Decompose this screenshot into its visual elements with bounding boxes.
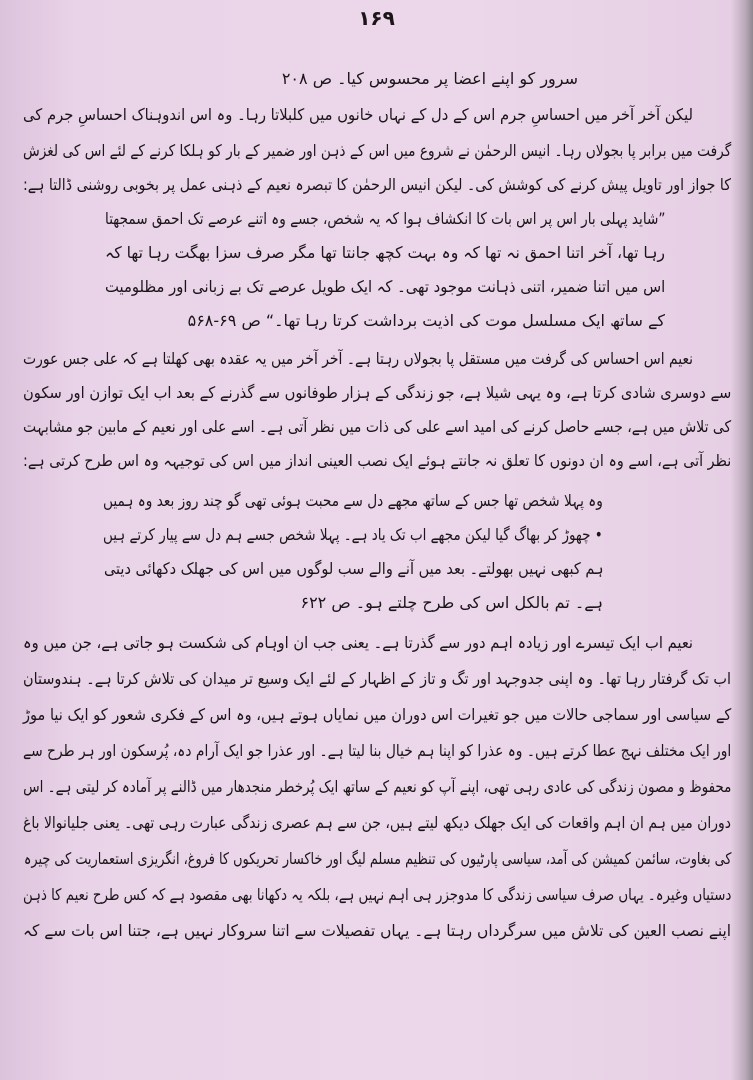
text-line-content: دستیاں وغیرہ۔ یہاں صرف سیاسی زندگی کا مدوجزر ہی اہم نہیں ہے، بلکہ یہ دکھانا بھی مقصود ہے کہ کس طرح نعیم کا ذہن [22, 885, 731, 904]
text-line-content: کی تلاش میں ہے، جسے حاصل کرنے کی امید اسے علی کی ذات میں نظر آتی ہے۔ اسے علی اور نعیم کے مابین جو مشابہت [22, 417, 731, 436]
text-line-content: لیکن آخر آخر میں احساسِ جرم اس کے دل کے نہاں خانوں میں کلبلاتا رہا۔ وہ اس اندوہناک احساسِ جرم کی [22, 105, 693, 124]
text-line [23, 630, 693, 658]
text-line-content: سرور کو اپنے اعضا پر محسوس کیا۔ ص ۲۰۸ [281, 69, 578, 88]
text-line-content: نعیم اس احساس کی گرفت میں مستقل پا بجولاں رہتا ہے۔ آخر آخر میں یہ عقدہ بھی کھلتا ہے کہ علی جس عورت [22, 349, 693, 368]
text-line-content: رہا تھا، آخر اتنا احمق نہ تھا کہ وہ بہت کچھ جانتا تھا مگر صرف سزا بھگت رہا تھا کہ [105, 243, 665, 262]
text-line [105, 206, 665, 234]
text-line [23, 702, 731, 730]
text-line-content: گرفت میں برابر پا بجولاں رہا۔ انیس الرحمٰن نے شروع میں اس کے ذہن اور ضمیر کے بار کو ہلکا کرنے کے لئے اس کی لغزش [22, 141, 731, 160]
text-line-content: نعیم اب ایک تیسرے اور زیادہ اہم دور سے گذرتا ہے۔ یعنی جب ان اوہام کی شکست ہو جاتی ہے، جن میں وہ [23, 633, 693, 652]
text-line [23, 380, 731, 408]
text-line [105, 308, 665, 336]
text-line [23, 346, 693, 374]
text-line [23, 810, 731, 838]
text-line [105, 240, 665, 268]
text-line [105, 274, 665, 302]
text-line [23, 666, 731, 694]
text-line [158, 66, 578, 94]
text-line [103, 556, 603, 584]
text-line-content: اس میں اتنا ضمیر، اتنی ذہانت موجود تھی۔ کہ ایک طویل عرصے تک بے زبانی اور مظلومیت [104, 277, 665, 296]
text-line-content: نظر آتی ہے، اسے وہ ان دونوں کا تعلق نہ جانتے ہوئے ایک نصب العینی انداز میں اس کی توجیہہ وہ اس طرح کرتی ہے: [22, 451, 731, 470]
text-line [23, 774, 731, 802]
text-line [23, 882, 731, 910]
text-line [23, 414, 731, 442]
text-line [103, 522, 603, 550]
text-line [23, 918, 731, 946]
text-line [103, 590, 603, 618]
text-line-content: وہ پہلا شخص تھا جس کے ساتھ مجھے دل سے محبت ہوئی تھی گو چند روز بعد وہ ہمیں [103, 491, 603, 510]
text-line [23, 172, 731, 200]
text-line-content: دوران میں ہم ان اہم واقعات کی ایک جھلک دیکھ لیتے ہیں، جن سے ہم عصری زندگی عبارت رہی تھی۔ یعنی جلیانوالا باغ [22, 813, 731, 832]
text-line [103, 488, 603, 516]
text-line-content: کے سیاسی اور سماجی حالات میں جو تغیرات اس دوران میں نمایاں ہوتے ہیں، وہ اس کے فکری شعور کو ایک نیا موڑ [22, 705, 731, 724]
text-line-content: کی بغاوت، سائمن کمیشن کی آمد، سیاسی پارٹیوں کی تنظیم مسلم لیگ اور خاکسار تحریکوں کا فروغ، انگریزی استعماریت کی چیرہ [23, 849, 731, 868]
text-line-content: اور ایک مختلف نہج عطا کرتے ہیں۔ وہ عذرا کو اپنا ہم خیال بنا لیتا ہے۔ اور عذرا جو ایک آرام دہ، پُرسکون اور ہر طرح سے [22, 741, 731, 760]
text-line-content: کا جواز اور تاویل پیش کرنے کی کوشش کی۔ لیکن انیس الرحمٰن کا تبصرہ نعیم کے ذہنی عمل پر بخوبی روشنی ڈالتا ہے: [23, 175, 731, 194]
text-line-content: کے ساتھ ایک مسلسل موت کی اذیت برداشت کرتا رہا تھا۔“ ص ۶۹-۵۶۸ [187, 311, 665, 330]
text-line [23, 138, 731, 166]
text-line-content: ہم کبھی نہیں بھولتے۔ بعد میں آنے والے سب لوگوں میں اس کی جھلک دکھائی دیتی [103, 559, 603, 578]
text-line [23, 102, 693, 130]
text-line [23, 448, 731, 476]
text-line-content: ہے۔ تم بالکل اس کی طرح چلتے ہو۔ ص ۶۲۲ [300, 593, 603, 612]
text-line-content: محفوظ و مصون زندگی کی عادی رہی تھی، اپنے آپ کو نعیم کے ساتھ ایک پُرخطر منجدھار میں ڈالنے پر آمادہ کر لیتی ہے۔ اس [22, 777, 731, 796]
text-line [23, 846, 731, 874]
text-line-content: • چھوڑ کر بھاگ گیا لیکن مجھے اب تک یاد ہے۔ پہلا شخص جسے ہم دل سے پیار کرتے ہیں [103, 525, 603, 544]
text-line [23, 738, 731, 766]
text-line-content: ”شاید پہلی بار اس پر اس بات کا انکشاف ہوا کہ یہ شخص، جسے وہ اتنے عرصے تک احمق سمجھتا [104, 209, 665, 228]
text-line-content: سے دوسری شادی کرتا ہے، وہ یہی شیلا ہے، جو زندگی کے ہزار طوفانوں سے گذرنے کے بعد اب ایک توازن اور سکون [22, 383, 731, 402]
text-line-content: اب تک گرفتار رہا تھا۔ وہ اپنی جدوجہد اور تگ و تاز کے اظہار کے لئے ایک وسیع تر میدان کی تلاش کرتا ہے۔ ہندوستان [23, 669, 731, 688]
text-line-content: اپنے نصب العین کی تلاش میں سرگرداں رہتا ہے۔ یہاں تفصیلات سے اتنا سروکار نہیں ہے، جتنا اس بات سے کہ [22, 921, 731, 940]
page-number: ۱۶۹ [358, 6, 395, 30]
